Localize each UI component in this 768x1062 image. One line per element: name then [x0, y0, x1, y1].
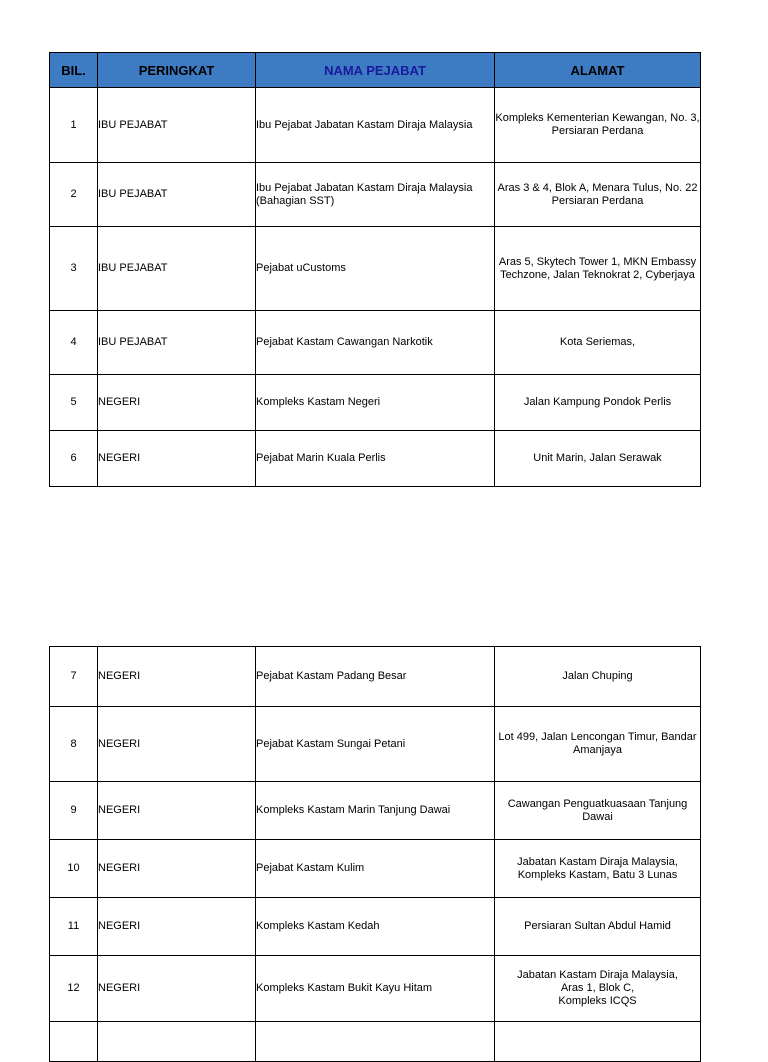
- cell-peringkat: NEGERI: [98, 956, 256, 1022]
- office-table-2: [49, 646, 701, 1062]
- table-row: [50, 782, 701, 840]
- cell-peringkat: IBU PEJABAT: [98, 311, 256, 375]
- cell-peringkat: IBU PEJABAT: [98, 163, 256, 227]
- cell-nama-pejabat: Pejabat Kastam Kulim: [256, 840, 495, 898]
- cell-peringkat: NEGERI: [98, 707, 256, 782]
- cell-nama-pejabat: Pejabat Kastam Cawangan Narkotik: [256, 311, 495, 375]
- cell-nama-pejabat: Kompleks Kastam Kedah: [256, 898, 495, 956]
- cell-nama-pejabat: Kompleks Kastam Bukit Kayu Hitam: [256, 956, 495, 1022]
- cell-peringkat: IBU PEJABAT: [98, 88, 256, 163]
- cell-alamat: Aras 3 & 4, Blok A, Menara Tulus, No. 22 Persiaran Perdana: [495, 163, 701, 227]
- cell-nama-pejabat: Ibu Pejabat Jabatan Kastam Diraja Malaysia (Bahagian SST): [256, 163, 495, 227]
- cell-bil: 9: [50, 782, 98, 840]
- cell-nama-pejabat: Kompleks Kastam Negeri: [256, 375, 495, 431]
- table-row: [50, 227, 701, 311]
- table-row: [50, 707, 701, 782]
- table-row: [50, 898, 701, 956]
- cell-peringkat: NEGERI: [98, 898, 256, 956]
- cell-alamat: [495, 1022, 701, 1062]
- table-row-partial: [50, 1022, 701, 1062]
- cell-peringkat: NEGERI: [98, 431, 256, 487]
- table-row: [50, 840, 701, 898]
- cell-alamat: Jalan Kampung Pondok Perlis: [495, 375, 701, 431]
- cell-peringkat: NEGERI: [98, 647, 256, 707]
- cell-bil: 11: [50, 898, 98, 956]
- cell-bil: 7: [50, 647, 98, 707]
- cell-bil: 4: [50, 311, 98, 375]
- header-bil: BIL.: [50, 53, 98, 88]
- cell-bil: 6: [50, 431, 98, 487]
- cell-peringkat: IBU PEJABAT: [98, 227, 256, 311]
- cell-alamat: Aras 5, Skytech Tower 1, MKN Embassy Techzone, Jalan Teknokrat 2, Cyberjaya: [495, 227, 701, 311]
- cell-bil: 1: [50, 88, 98, 163]
- cell-alamat: Cawangan Penguatkuasaan Tanjung Dawai: [495, 782, 701, 840]
- cell-alamat: Persiaran Sultan Abdul Hamid: [495, 898, 701, 956]
- cell-alamat: Jabatan Kastam Diraja Malaysia, Kompleks Kastam, Batu 3 Lunas: [495, 840, 701, 898]
- cell-bil: 10: [50, 840, 98, 898]
- cell-nama-pejabat: Ibu Pejabat Jabatan Kastam Diraja Malaysia: [256, 88, 495, 163]
- cell-alamat: Kompleks Kementerian Kewangan, No. 3, Persiaran Perdana: [495, 88, 701, 163]
- cell-alamat: Kota Seriemas,: [495, 311, 701, 375]
- cell-nama-pejabat: Kompleks Kastam Marin Tanjung Dawai: [256, 782, 495, 840]
- table-row: [50, 375, 701, 431]
- cell-alamat: Jabatan Kastam Diraja Malaysia, Aras 1, Blok C, Kompleks ICQS: [495, 956, 701, 1022]
- cell-nama-pejabat: Pejabat Marin Kuala Perlis: [256, 431, 495, 487]
- header-nama-pejabat: NAMA PEJABAT: [256, 53, 495, 88]
- table-row: [50, 647, 701, 707]
- cell-peringkat: NEGERI: [98, 840, 256, 898]
- table-header-row: [50, 53, 701, 88]
- cell-peringkat: NEGERI: [98, 782, 256, 840]
- header-peringkat: PERINGKAT: [98, 53, 256, 88]
- cell-nama-pejabat: Pejabat uCustoms: [256, 227, 495, 311]
- table-row: [50, 956, 701, 1022]
- cell-alamat: Lot 499, Jalan Lencongan Timur, Bandar Amanjaya: [495, 707, 701, 782]
- header-alamat: ALAMAT: [495, 53, 701, 88]
- table-row: [50, 431, 701, 487]
- cell-peringkat: [98, 1022, 256, 1062]
- cell-nama-pejabat: Pejabat Kastam Sungai Petani: [256, 707, 495, 782]
- table-row: [50, 88, 701, 163]
- cell-nama-pejabat: [256, 1022, 495, 1062]
- cell-alamat: Jalan Chuping: [495, 647, 701, 707]
- cell-bil: 2: [50, 163, 98, 227]
- office-table-1: [49, 52, 701, 487]
- cell-peringkat: NEGERI: [98, 375, 256, 431]
- table-row: [50, 163, 701, 227]
- table-row: [50, 311, 701, 375]
- cell-bil: 8: [50, 707, 98, 782]
- cell-bil: [50, 1022, 98, 1062]
- cell-bil: 3: [50, 227, 98, 311]
- cell-nama-pejabat: Pejabat Kastam Padang Besar: [256, 647, 495, 707]
- cell-bil: 5: [50, 375, 98, 431]
- cell-alamat: Unit Marin, Jalan Serawak: [495, 431, 701, 487]
- cell-bil: 12: [50, 956, 98, 1022]
